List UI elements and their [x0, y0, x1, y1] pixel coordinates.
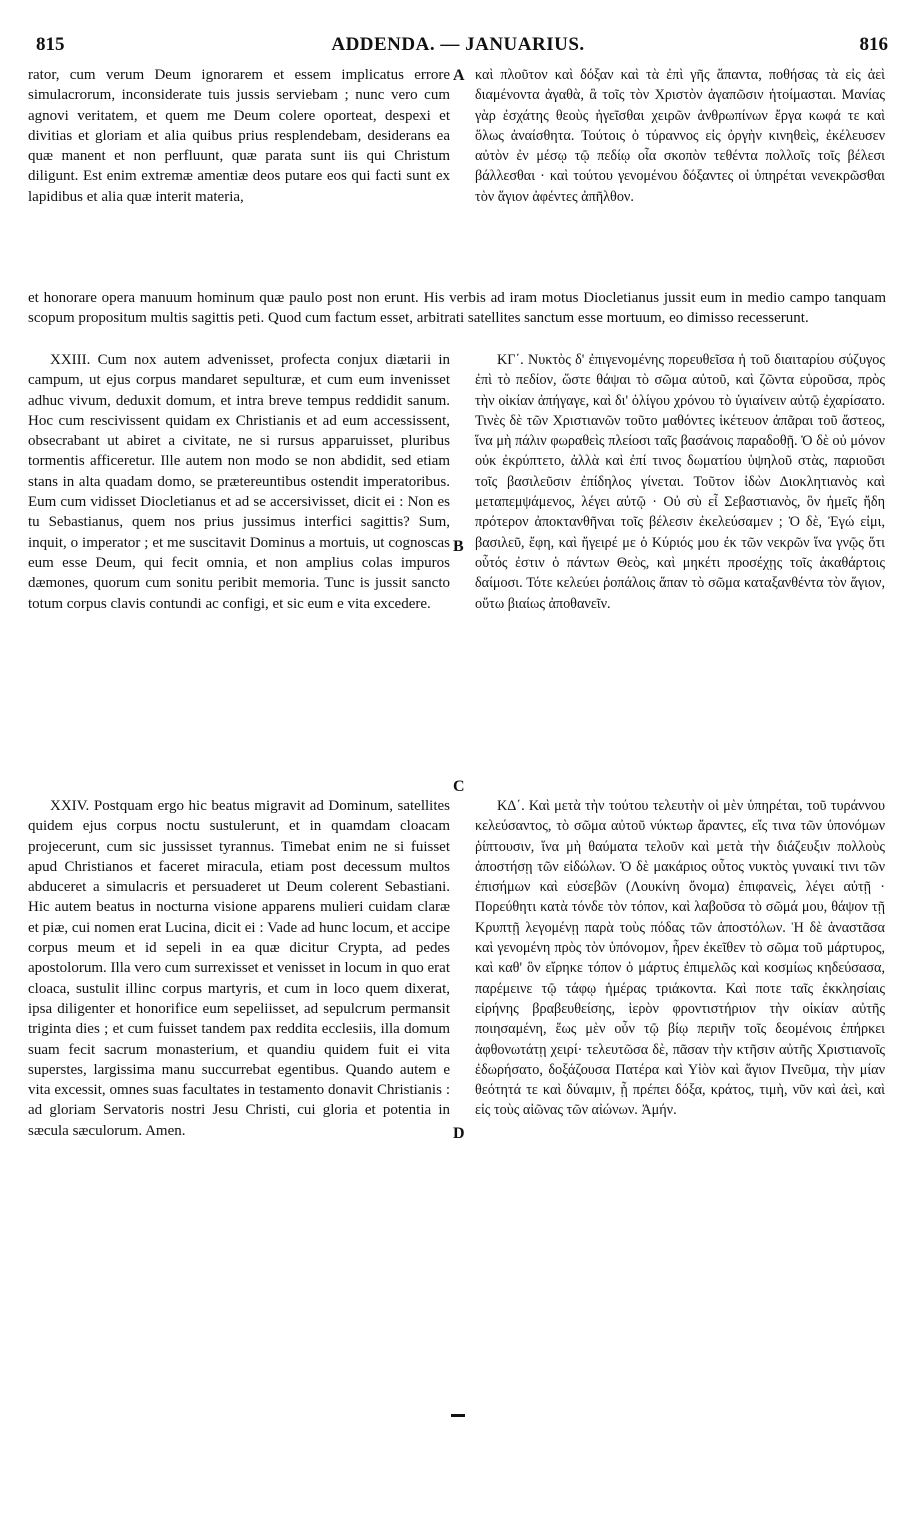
page-number-right: 816	[859, 34, 888, 55]
greek-column-top	[475, 65, 885, 207]
greek-paragraph: καὶ πλοῦτον καὶ δόξαν καὶ τὰ ἐπὶ γῆς ἅπαντα, ποθήσας τὰ εἰς ἀεὶ διαμένοντα ἀγαθὰ, ἃ τοῖς τὸν Χριστὸν ἀγαπῶσιν ἡτοίμασται. Μανίας γὰρ ἐσχάτης θεοὺς ἡγεῖσθαι χειρῶν ἀνθρωπίνων ἔργα κωφά τε καὶ ὅλως ἀναίσθητα. Τούτοις ὁ τύραννος εἰς ὀργὴν κινηθεὶς, ἐκέλευσεν αὐτὸν ἐν μέσῳ τῷ πεδίῳ οἷα σκοπὸν τεθέντα πολλοῖς τοῖς βέλεσι βάλλεσθαι · καὶ τούτου γενομένου δόξαντες οἱ ὑπηρέται νενεκρῶσθαι τὸν ἅγιον ἀφέντες ἀπῆλθον.	[475, 67, 885, 205]
latin-paragraph-full: et honorare opera manuum hominum quæ paulo post non erunt. His verbis ad iram motus Diocletianus jussit eum in medio campo tanquam scopum propositum multis sagittis peti. Quod cum factum esset, arbitrati satellites sanctum esse mortuum, eo dimisso recesserunt.	[28, 290, 886, 327]
latin-paragraph-xxiii: XXIII. Cum nox autem advenisset, profecta conjux diætarii in campum, ut ejus corpus mandaret sepulturæ, et cum eum invenisset adhuc vivum, deduxit domum, et intra breve tempus reddidit sanum. Hoc cum rescivissent quidam ex Christianis et ad eum accessissent, obsecrabant ut abiret a civitate, ne si rursus apparuisset, pluribus tormentis afficeretur. Ille autem non modo se non abdidit, sed etiam stans in alta quadam domo, se prætereuntibus ostendit imperatoribus. Eum cum vidisset Diocletianus et ad se accersivisset, dicit ei : Non es tu Sebastianus, quem nos prius jussimus interfici sagittis? Sum, inquit, o imperator ; et me suscitavit Dominus a mortuis, ut cognoscas eum esse Deum, qui fecit omnia, et non amplius colas impuros dæmones, quorum cum sonitu peribit memoria. Tunc is jussit sancto totum corpus clavis contundi ac configi, et sic eum e vita excedere.	[28, 352, 450, 612]
section-marker-b: B	[453, 538, 464, 555]
page-end-dash	[451, 1414, 465, 1417]
latin-column-xxiii	[28, 350, 450, 614]
latin-paragraph: rator, cum verum Deum ignorarem et essem implicatus errore simulacrorum, inconsiderate tuis jussis serviebam ; nunc vero cum agnovi veritatem, et quem me Deum colere oporteat, despexi et divitias et gloriam et alia quibus prius resplendebam, desiderans ea quæ manent et non perfluunt, quæ parata sunt iis qui Christum diligunt. Est enim extremæ amentiæ deos putare eos qui facti sunt ex lapidibus et alia quæ interit materia,	[28, 67, 450, 205]
running-title: ADDENDA. — JANUARIUS.	[331, 34, 585, 55]
latin-column-xxiv	[28, 796, 450, 1141]
greek-paragraph-kd: ΚΔ΄. Καὶ μετὰ τὴν τούτου τελευτὴν οἱ μὲν ὑπηρέται, τοῦ τυράννου κελεύσαντος, τὸ σῶμα αὐτοῦ νύκτωρ ἄραντες, εἴς τινα τῶν ὑπονόμων ῥίπτουσιν, ἵνα μὴ θαύματα τελοῦν καὶ μετὰ τὴν διάζευξιν πολλοὺς ἀποστήσῃ τῶν εἰδώλων. Ὁ δὲ μακάριος οὗτος νυκτὸς γυναικί τινι τῶν ἐπισήμων καὶ εὐσεβῶν (Λουκίνη ὄνομα) ἐπιφανεὶς, λέγει αὐτῇ · Πορεύθητι κατὰ τόνδε τὸν τόπον, καὶ λαβοῦσα τὸ σῶμά μου, θάψον τῇ Κρυπτῇ λεγομένῃ παρὰ τοὺς πόδας τῶν ἀποστόλων. Ἡ δὲ ἀναστᾶσα καὶ γενομένη πρὸς τὸν ὑπόνομον, ἦρεν ἐκεῖθεν τὸ σῶμα τοῦ μάρτυρος, καὶ καθ' ὃν εἴρηκε τόπον ὁ μάρτυς ἐπιμελῶς καὶ κοσμίως κηδεύσασα, παρέμεινε τῷ τάφῳ ἡμέρας τριάκοντα. Καὶ ποτε ταῖς ἐκκλησίαις εἰρήνης βραβευθείσης, ἱερὸν φροντιστήριον τὴν οἰκίαν αὐτῆς ποιησαμένη, ἕως μὲν οὖν τῷ βίῳ περιῆν τοῖς δεομένοις ἐπήρκει ἀφθονωτάτῃ χειρί· τελευτῶσα δὲ, πᾶσαν τὴν κτῆσιν αὐτῆς Χριστιανοῖς ἐδωρήσατο, δοξάζουσα Πατέρα καὶ Υἱὸν καὶ ἅγιον Πνεῦμα, τὴν μίαν θεότητά τε καὶ δύναμιν, ᾗ πρέπει δόξα, κράτος, τιμὴ, νῦν καὶ ἀεὶ, καὶ εἰς τοὺς αἰῶνας τῶν αἰώνων. Ἀμήν.	[475, 798, 885, 1119]
greek-column-kg	[475, 350, 885, 614]
latin-paragraph-xxiv: XXIV. Postquam ergo hic beatus migravit ad Dominum, satellites quidem ejus corpus noctu sustulerunt, et in quamdam cloacam projecerunt, cum sic jussisset tyrannus. Timebat enim ne si fuisset apud Christianos et faceret miracula, etiam post decessum multos abduceret a simulacris et persuaderet ut Deum colerent Sebastiani. Hic autem beatus in nocturna visione apparens mulieri cuidam claræ et piæ, cui nomen erat Lucina, dicit ei : Vade ad hunc locum, et accipe corpus meum et id sepeli in ea quæ dicitur Crypta, ad pedes apostolorum. Illa vero cum surrexisset et venisset in locum in quo erat cloaca, sustulit illinc corpus martyris, et cum in loco quem dixerat, ipsa diligenter et honorifice eum sepeliisset, ad sepulcrum permansit triginta dies ; et cum fuisset tandem pax reddita ecclesiis, illa domum suam fecit sacrum monasterium, et quandiu quidem fuit ei vita superstes, largissima manu succurrebat egentibus. Quando autem e vita excessit, omnes suas facultates in testamento donavit Christianis : ad gloriam Servatoris nostri Jesu Christi, cui gloria et potentia in sæcula sæculorum. Amen.	[28, 798, 450, 1139]
page-number-left: 815	[36, 34, 65, 55]
greek-paragraph-kg: ΚΓ΄. Νυκτὸς δ' ἐπιγενομένης πορευθεῖσα ἡ τοῦ διαιταρίου σύζυγος ἐπὶ τὸ πεδίον, ὥστε θάψαι τὸ σῶμα αὐτοῦ, καὶ ζῶντα εὑροῦσα, πρὸς τὴν οἰκίαν ἀπήγαγε, καὶ δι' ὀλίγου χρόνου τὸ ὑγιαίνειν αὐτῷ ἐχαρίσατο. Τινὲς δὲ τῶν Χριστιανῶν τοῦτο μαθόντες ἱκέτευον ἀπᾶραι τοῦ ἄστεος, ἵνα μὴ πάλιν φωραθεὶς πλείοσι ταῖς βασάνοις παραδοθῇ. Ὁ δὲ οὐ μόνον οὐκ ἐκρύπτετο, ἀλλὰ καὶ ἐπί τινος δωματίου ὑψηλοῦ στὰς, παριοῦσι τοῖς βασιλεῦσιν ἐπίδηλος γίνεται. Τοῦτον ἰδὼν Διοκλητιανὸς καὶ μεταπεμψάμενος, λέγει αὐτῷ · Οὐ σὺ εἶ Σεβαστιανὸς, ὃν ἡμεῖς ἤδη πρότερον ἀποκτανθῆναι τοῖς βέλεσιν ἐκελεύσαμεν ; Ὁ δὲ, Ἐγώ εἰμι, βασιλεῦ, ἔφη, καὶ ἤγειρέ με ὁ Κύριός μου ἐκ τῶν νεκρῶν ἵνα γνῷς ὅτι οὗτός ἐστιν ὁ πάντων Θεὸς, καὶ μηκέτι προσέχῃς τοῖς ἀκαθάρτοις δαίμοσι. Τότε κελεύει ῥοπάλοις ἅπαν τὸ σῶμα καταξανθέντα τὸν ἅγιον, οὕτω βιαίως ἀποθανεῖν.	[475, 352, 885, 612]
greek-column-kd	[475, 796, 885, 1121]
full-width-latin	[28, 288, 886, 329]
section-marker-c: C	[453, 778, 465, 795]
latin-column-top	[28, 65, 450, 207]
section-marker-d: D	[453, 1125, 465, 1142]
running-header	[28, 28, 888, 62]
section-marker-a: A	[453, 67, 465, 84]
